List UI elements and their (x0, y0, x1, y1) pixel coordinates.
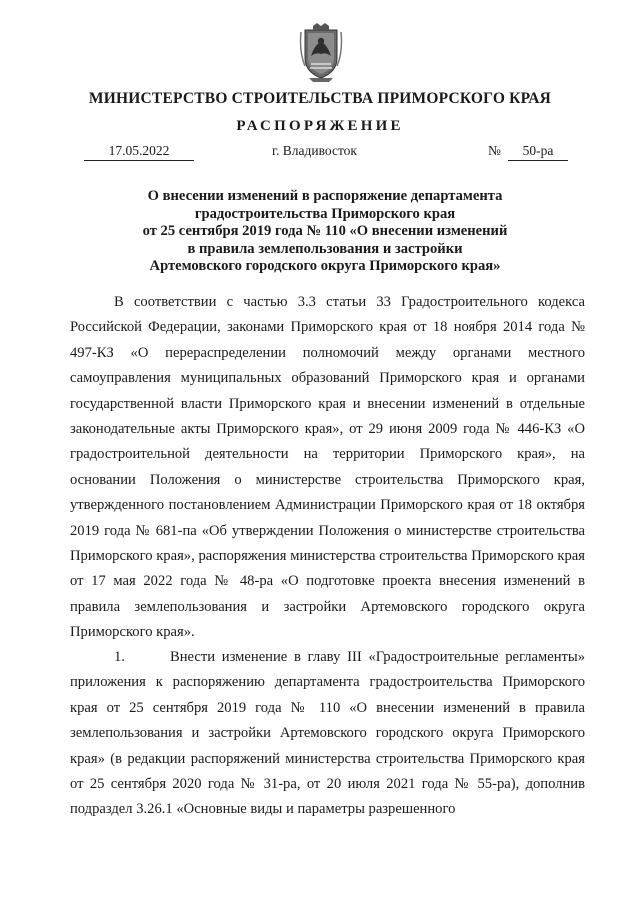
document-number-label: № (488, 143, 501, 158)
document-date: 17.05.2022 (84, 143, 194, 161)
title-line: градостроительства Приморского края (194, 205, 456, 222)
document-number: 50-ра (508, 143, 568, 161)
title-line: Артемовского городского округа Приморского края» (149, 258, 501, 275)
clause-1-paragraph (70, 645, 585, 823)
preamble-paragraph (70, 290, 585, 646)
title-line: в правила землепользования и застройки (187, 240, 463, 257)
coat-of-arms-icon (299, 22, 343, 84)
ministry-name: МИНИСТЕРСТВО СТРОИТЕЛЬСТВА ПРИМОРСКОГО КРАЯ (88, 90, 552, 107)
document-city: г. Владивосток (272, 143, 357, 158)
document-meta-line (0, 143, 640, 165)
document-title (70, 188, 580, 276)
preamble-text: В соответствии с частью 3.3 статьи 33 Градостроительного кодекса Российской Федерации, законами Приморского края от 18 ноября 2014 года № 497-КЗ «О перераспределении полномочий между органами местного самоуправления муниципальных образований Приморского края и органами государственной власти Приморского края и внесении изменений в отдельные законодательные акты Приморского края», от 29 июня 2009 года № 446-КЗ «О градостроительной деятельности на территории Приморского края», на основании Положения о министерстве строительства Приморского края, утвержденного постановлением Администрации Приморского края от 18 октября 2019 года № 681-па «Об утверждении Положения о министерстве строительства Приморского края», распоряжения министерства строительства Приморского края от 17 мая 2022 года № 48-ра «О подготовке проекта внесения изменений в правила землепользования и застройки Артемовского городского округа Приморского края». (70, 294, 585, 641)
clause-number: 1. (114, 649, 125, 665)
document-type: РАСПОРЯЖЕНИЕ (236, 118, 404, 134)
title-line: от 25 сентября 2019 года № 110 «О внесении изменений (142, 223, 508, 240)
title-line: О внесении изменений в распоряжение департамента (147, 188, 503, 204)
clause-text: Внести изменение в главу III «Градостроительные регламенты» приложения к распоряжению департамента градостроительства Приморского края от 25 сентября 2019 года № 110 «О внесении изменений в правила землепользования и застройки Артемовского городского округа Приморского края» (в редакции распоряжений министерства строительства Приморского края от 25 сентября 2020 года № 31-ра, от 20 июля 2021 года № 55-ра), дополнив подраздел 3.26.1 «Основные виды и параметры разрешенного (70, 649, 585, 818)
